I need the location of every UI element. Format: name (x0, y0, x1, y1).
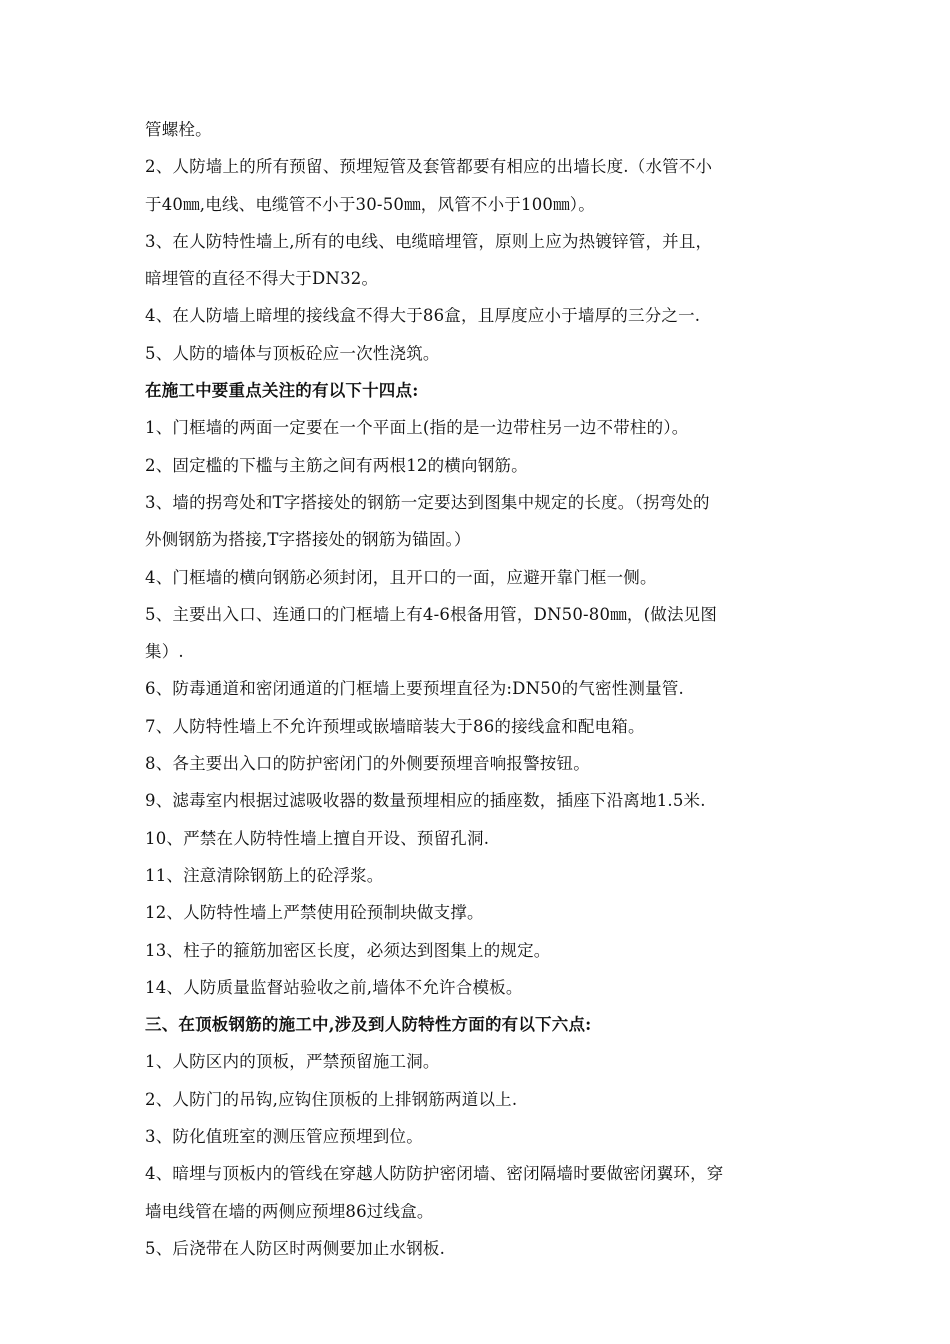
text-line: 墙电线管在墙的两侧应预埋86过线盒。 (145, 1201, 434, 1221)
text-line: 管螺栓。 (145, 120, 212, 139)
document-page (145, 120, 815, 1276)
section-heading: 三、在顶板钢筋的施工中,涉及到人防特性方面的有以下六点: (145, 1015, 592, 1035)
text-line: 14、人防质量监督站验收之前,墙体不允许合模板。 (145, 977, 523, 997)
text-line: 8、各主要出入口的防护密闭门的外侧要预埋音响报警按钮。 (145, 754, 590, 774)
text-line: 11、注意清除钢筋上的砼浮浆。 (145, 865, 384, 885)
text-line: 5、后浇带在人防区时两侧要加止水钢板. (145, 1238, 446, 1258)
text-line: 4、暗埋与顶板内的管线在穿越人防防护密闭墙、密闭隔墙时要做密闭翼环，穿 (145, 1164, 724, 1184)
text-line: 2、人防墙上的所有预留、预埋短管及套管都要有相应的出墙长度.（水管不小 (145, 157, 713, 177)
text-line: 3、防化值班室的测压管应预埋到位。 (145, 1127, 423, 1147)
text-line: 4、在人防墙上暗埋的接线盒不得大于86盒，且厚度应小于墙厚的三分之一. (145, 306, 701, 326)
section-heading: 在施工中要重点关注的有以下十四点: (145, 381, 419, 401)
text-line: 1、门框墙的两面一定要在一个平面上(指的是一边带柱另一边不带柱的）。 (145, 418, 689, 438)
text-line: 5、主要出入口、连通口的门框墙上有4-6根备用管，DN50-80㎜，(做法见图 (145, 604, 718, 624)
text-line: 5、人防的墙体与顶板砼应一次性浇筑。 (145, 343, 440, 363)
text-line: 2、固定槛的下槛与主筋之间有两根12的横向钢筋。 (145, 455, 528, 475)
text-line: 暗埋管的直径不得大于DN32。 (145, 269, 379, 289)
text-line: 6、防毒通道和密闭通道的门框墙上要预埋直径为:DN50的气密性测量管. (145, 679, 684, 699)
text-line: 集）. (145, 642, 184, 662)
text-line: 13、柱子的箍筋加密区长度，必须达到图集上的规定。 (145, 940, 551, 960)
text-line: 于40㎜,电线、电缆管不小于30-50㎜，风管不小于100㎜）。 (145, 194, 595, 214)
text-line: 2、人防门的吊钩,应钩住顶板的上排钢筋两道以上. (145, 1089, 518, 1109)
text-line: 4、门框墙的横向钢筋必须封闭，且开口的一面，应避开靠门框一侧。 (145, 567, 657, 587)
text-line: 10、严禁在人防特性墙上擅自开设、预留孔洞. (145, 828, 490, 848)
text-line: 外侧钢筋为搭接,T字搭接处的钢筋为锚固。） (145, 530, 471, 550)
text-line: 9、滤毒室内根据过滤吸收器的数量预埋相应的插座数，插座下沿离地1.5米. (145, 791, 706, 811)
text-line: 3、在人防特性墙上,所有的电线、电缆暗埋管，原则上应为热镀锌管，并且， (145, 231, 713, 251)
text-line: 3、墙的拐弯处和T字搭接处的钢筋一定要达到图集中规定的长度。（拐弯处的 (145, 492, 710, 512)
text-line: 7、人防特性墙上不允许预埋或嵌墙暗装大于86的接线盒和配电箱。 (145, 716, 645, 736)
text-line: 12、人防特性墙上严禁使用砼预制块做支撑。 (145, 903, 484, 923)
text-line: 1、人防区内的顶板，严禁预留施工洞。 (145, 1052, 440, 1072)
